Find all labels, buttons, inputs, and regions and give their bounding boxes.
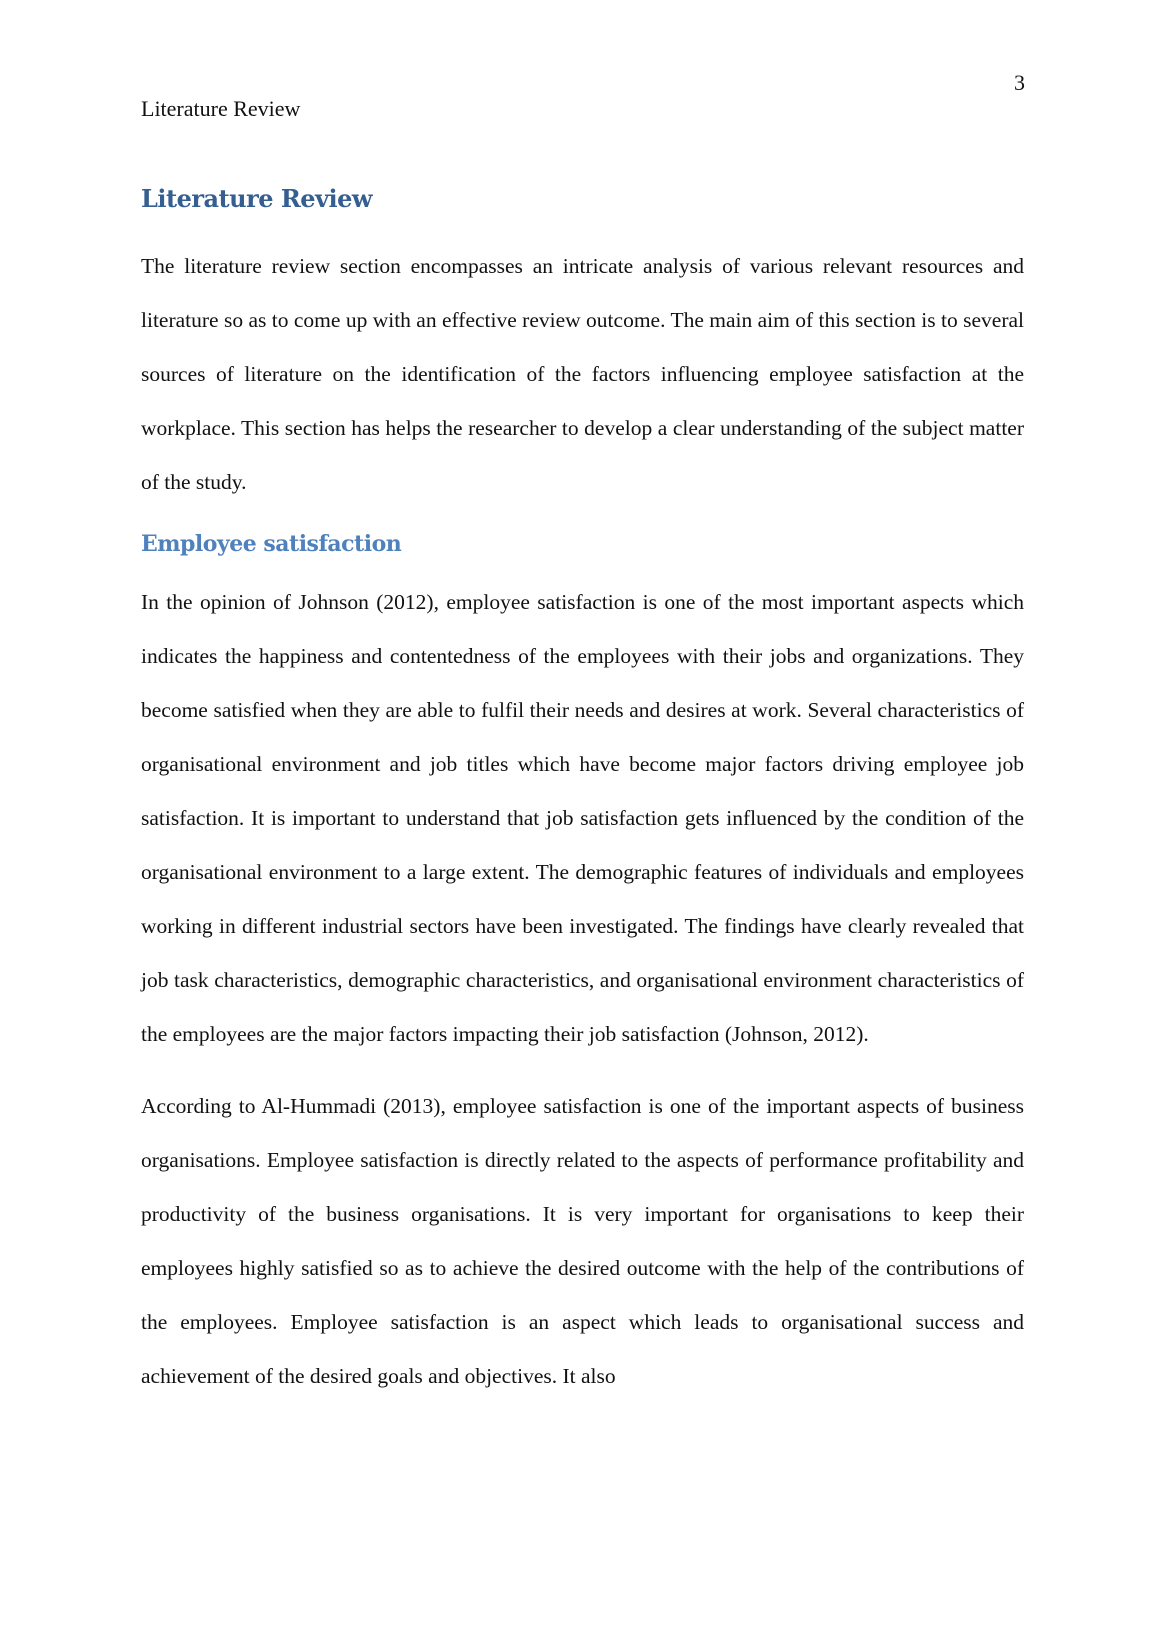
document-body (141, 184, 1024, 1421)
section-title: Literature Review (141, 184, 373, 213)
running-head: Literature Review (141, 96, 301, 121)
page-number: 3 (1014, 70, 1025, 95)
paragraph-al-hummadi: According to Al-Hummadi (2013), employee satisfaction is one of the important aspects of business organisations. Employee satisfaction is directly related to the aspects of performance profitability and productivity of the business organisations. It is very important for organisations to keep their employees highly satisfied so as to achieve the desired outcome with the help of the contributions of the employees. Employee satisfaction is an aspect which leads to organisational success and achievement of the desired goals and objectives. It also (141, 1094, 1024, 1388)
subsection-heading: Employee satisfaction (141, 531, 402, 557)
paragraph-johnson: In the opinion of Johnson (2012), employee satisfaction is one of the most important aspects which indicates the happiness and contentedness of the employees with their jobs and organizations. They become satisfied when they are able to fulfil their needs and desires at work. Several characteristics of organisational environment and job titles which have become major factors driving employee job satisfaction. It is important to understand that job satisfaction gets influenced by the condition of the organisational environment to a large extent. The demographic features of individuals and employees working in different industrial sectors have been investigated. The findings have clearly revealed that job task characteristics, demographic characteristics, and organisational environment characteristics of the employees are the major factors impacting their job satisfaction (Johnson, 2012). (141, 590, 1024, 1046)
intro-paragraph: The literature review section encompasses an intricate analysis of various relevant resources and literature so as to come up with an effective review outcome. The main aim of this section is to several sources of literature on the identification of the factors influencing employee satisfaction at the workplace. This section has helps the researcher to develop a clear understanding of the subject matter of the study. (141, 254, 1024, 494)
